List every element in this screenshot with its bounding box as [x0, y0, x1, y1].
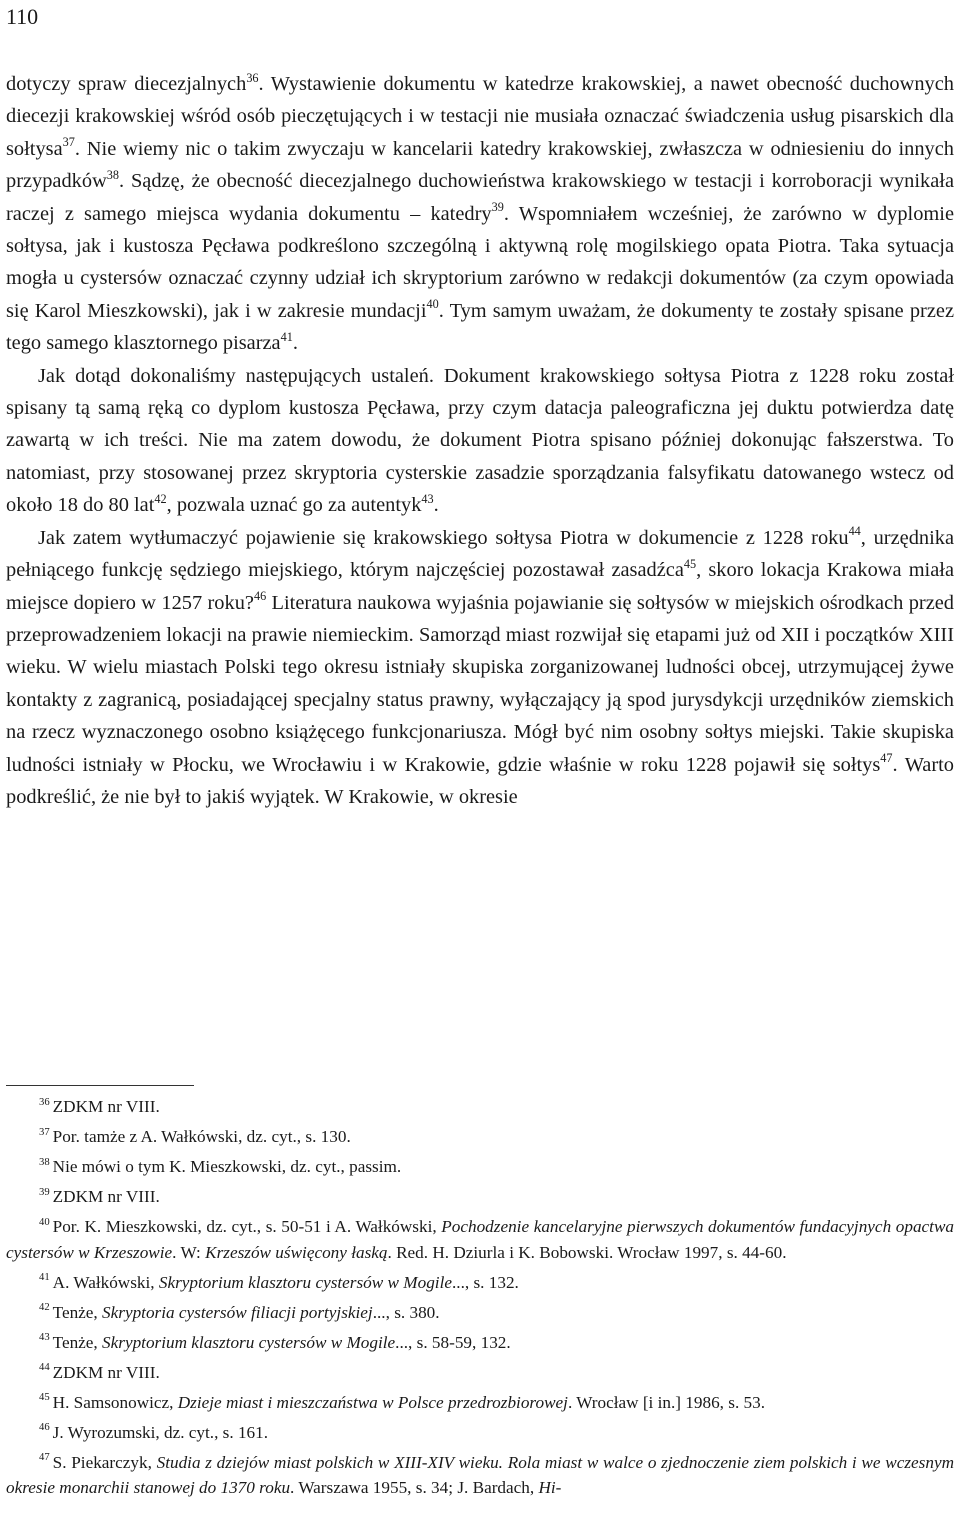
text-run: Por. K. Mieszkowski, dz. cyt., s. 50-51 i A. Wałkówski,	[52, 1217, 442, 1236]
paragraph	[6, 360, 954, 522]
page-number: 110	[6, 4, 39, 29]
footnote-ref: 43	[421, 491, 434, 506]
italic-title: Hi-	[538, 1478, 562, 1497]
footnote-42	[6, 1300, 954, 1326]
main-text	[6, 68, 954, 813]
footnote-number: 39	[39, 1186, 50, 1198]
text-run: ..., s. 132.	[451, 1272, 519, 1292]
footnote-37	[6, 1124, 954, 1150]
footnote-ref: 37	[62, 135, 75, 150]
text-run: ZDKM nr VIII.	[52, 1097, 160, 1116]
footnote-38	[6, 1154, 954, 1180]
text-run: dotyczy spraw diecezjalnych	[6, 73, 247, 95]
footnote-ref: 46	[253, 589, 267, 604]
text-run: S. Piekarczyk,	[52, 1452, 157, 1472]
text-run: ZDKM nr VIII.	[52, 1362, 160, 1382]
text-run: A. Wałkówski,	[52, 1272, 159, 1292]
text-run: H. Samsonowicz,	[52, 1392, 178, 1412]
footnote-number: 38	[39, 1156, 50, 1168]
text-run: . Warto podkreślić, że nie był to jakiś wyjątek. W Krakowie, w okresie	[6, 753, 955, 808]
italic-title: Pochodzenie kancelaryjne pierwszych dokumentów fundacyjnych opactwa cystersów w Krzeszowie	[6, 1217, 955, 1262]
footnote-ref: 41	[280, 329, 293, 344]
paragraph	[6, 68, 954, 360]
text-run: Jak dotąd dokonaliśmy następujących ustaleń. Dokument krakowskiego sołtysa Piotra z 1228 roku został spisany tą samą ręką co dyplom kustosza Pęcława, przy czym datacja paleograficzna jej duktu potwierdza datę zawartą w ich treści. Nie ma zatem dowodu, że dokument Piotra spisano później dokonując fałszerstwa. To natomiast, przy stosowanej przez skryptoria cysterskie zasadzie sporządzania falsyfikatu datowanego wstecz od około 18 do 80 lat	[6, 364, 954, 517]
footnote-43	[6, 1330, 954, 1356]
footnote-ref: 40	[426, 297, 439, 312]
footnote-number: 43	[39, 1332, 50, 1344]
footnote-47	[6, 1450, 954, 1501]
footnote-number: 40	[39, 1216, 50, 1228]
text-run: . Wrocław [i in.] 1986, s. 53.	[567, 1392, 766, 1412]
text-run: . Sądzę, że obecność diecezjalnego duchowieństwa krakowskiego w testacji i korroboracji wynikała raczej z samego miejsca wydania dokumentu – katedry	[6, 170, 954, 225]
italic-title: Krzeszów uświęcony łaską	[205, 1242, 388, 1262]
text-run: ZDKM nr VIII.	[52, 1187, 160, 1206]
italic-title: Skryptorium klasztoru cystersów w Mogile	[158, 1272, 452, 1292]
footnote-46	[6, 1420, 954, 1446]
italic-title: Dzieje miast i mieszczaństwa w Polsce przedrozbiorowej	[177, 1392, 568, 1412]
text-run: . Warszawa 1955, s. 34; J. Bardach,	[290, 1478, 539, 1497]
text-run: , urzędnika pełniącego funkcję sędziego miejskiego, którym najczęściej pozostawał zasadźca	[6, 526, 954, 582]
italic-title: Skryptorium klasztoru cystersów w Mogile	[102, 1332, 396, 1352]
footnote-45	[6, 1390, 954, 1416]
text-run: Tenże,	[52, 1302, 103, 1322]
text-run: . Tym samym uważam, że dokumenty te zostały spisane przez tego samego klasztornego pisarza	[6, 299, 954, 355]
footnote-number: 41	[39, 1272, 50, 1284]
text-run: , skoro lokacja Krakowa miała miejsce dopiero w 1257 roku?	[6, 559, 954, 614]
footnote-number: 42	[39, 1302, 50, 1314]
text-run: . Red. H. Dziurla i K. Bobowski. Wrocław 1997, s. 44-60.	[387, 1242, 787, 1262]
footnote-41	[6, 1270, 954, 1296]
text-run: Nie mówi o tym K. Mieszkowski, dz. cyt., passim.	[52, 1157, 402, 1176]
italic-title: Skryptoria cystersów filiacji portyjskiej	[102, 1302, 373, 1322]
footnote-39	[6, 1184, 954, 1210]
footnote-number: 46	[39, 1422, 50, 1434]
footnote-number: 44	[39, 1362, 50, 1374]
footnote-ref: 39	[491, 200, 504, 215]
italic-title: Studia z dziejów miast polskich w XIII-XIV wieku. Rola miast w walce o zjednoczenie ziem polskich i we wczesnym okresie monarchii stanowej do 1370 roku	[6, 1452, 954, 1497]
text-run: Por. tamże z A. Wałkówski, dz. cyt., s. 130.	[52, 1127, 351, 1146]
text-run: Tenże,	[52, 1332, 103, 1352]
text-run: . Wystawienie dokumentu w katedrze krakowskiej, a nawet obecność duchownych diecezji krakowskiej wśród osób pieczętujących i w testacji nie musiała oznaczać świadczenia usług pisarskich dla sołtysa	[6, 73, 954, 160]
text-run: ..., s. 380.	[372, 1302, 440, 1322]
footnote-number: 36	[39, 1096, 50, 1108]
text-run: .	[292, 332, 298, 355]
footnote-ref: 45	[683, 556, 697, 571]
footnote-number: 45	[39, 1392, 50, 1404]
footnote-number: 47	[39, 1452, 50, 1464]
text-run: .	[433, 494, 439, 517]
footnote-ref: 47	[880, 751, 893, 766]
footnote-number: 37	[39, 1126, 50, 1138]
footnote-40	[6, 1214, 954, 1265]
text-run: , pozwala uznać go za autentyk	[166, 494, 422, 517]
paragraph	[6, 522, 954, 814]
footnote-ref: 36	[246, 70, 259, 85]
footnote-ref: 42	[154, 491, 167, 506]
footnotes	[6, 1094, 954, 1505]
text-run: . Nie wiemy nic o takim zwyczaju w kancelarii katedry krakowskiej, zwłaszcza w odniesieniu do innych przypadków	[6, 137, 954, 193]
text-run: . Wspomniałem wcześniej, że zarówno w dyplomie sołtysa, jak i kustosza Pęcława podkreślono szczególną i aktywną rolę mogilskiego opata Piotra. Taka sytuacja mogła u cystersów oznaczać czynny udział ich skryptorium zarówno w redakcji dokumentów (za czym opowiada się Karol Mieszkowski), jak i w zakresie mundacji	[6, 202, 954, 322]
text-run: ..., s. 58-59, 132.	[395, 1332, 511, 1352]
text-run: J. Wyrozumski, dz. cyt., s. 161.	[52, 1422, 269, 1442]
text-run: Jak zatem wytłumaczyć pojawienie się krakowskiego sołtysa Piotra w dokumencie z 1228 roku	[38, 526, 849, 549]
text-run: Literatura naukowa wyjaśnia pojawianie się sołtysów w miejskich ośrodkach przed przeprowadzeniem lokacji na prawie niemieckim. Samorząd miast rozwijał się etapami już od XII i początków XIII wieku. W wielu miastach Polski tego okresu istniały skupiska zorganizowanej ludności obcej, utrzymującej żywe kontakty z zagranicą, posiadającej specjalny status prawny, wyłączający ją spod jurysdykcji urzędników ziemskich na rzecz wyznaczonego osobno książęcego funkcjonariusza. Mógł być nim osobny sołtys miejski. Takie skupiska ludności istniały w Płocku, we Wrocławiu i w Krakowie, gdzie właśnie w roku 1228 pojawił się sołtys	[6, 591, 954, 776]
footnote-separator	[6, 1085, 194, 1086]
footnote-36	[6, 1094, 954, 1120]
footnote-44	[6, 1360, 954, 1386]
footnote-ref: 44	[848, 524, 861, 539]
text-run: . W:	[172, 1242, 206, 1262]
footnote-ref: 38	[106, 167, 120, 182]
